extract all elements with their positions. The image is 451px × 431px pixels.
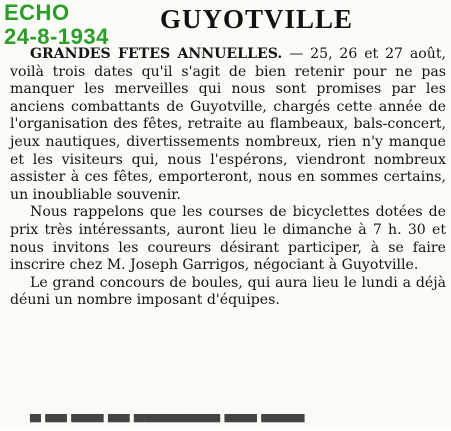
cut-off-glyphs: ▀ ▀▀ ▀▀▀ ▀▀ ▀▀▀▀▀▀▀▀ ▀▀▀ ▀▀▀▀: [30, 415, 305, 431]
paragraph-1-text: — 25, 26 et 27 août, voilà trois dates qu'il s'agit de bien retenir pour ne pas manquer les merveilles qui nous sont promises par les anciens combattants de Guyotville, chargés cette année de l'organisation des fêtes, retraite au flambeaux, bals-concert, jeux nautiques, divertissements nombreux, rien n'y manque et les visiteurs qui, nous l'espérons, viendront nombreux assister à ces fêtes, emporteront, nous en sommes certains, un inoubliable souvenir.: [10, 46, 446, 203]
article-body: [10, 46, 446, 310]
paragraph-3: Le grand concours de boules, qui aura lieu le lundi a déjà déuni un nombre imposant d'équipes.: [10, 274, 446, 309]
paragraph-2: Nous rappelons que les courses de bicyclettes dotées de prix très intéressants, auront lieu le dimanche à 7 h. 30 et nous invitons les coureurs désirant participer, à se faire inscrire chez M. Joseph Garrigos, négociant à Guyotville.: [10, 204, 446, 274]
source-label: ECHO: [4, 0, 70, 25]
cut-off-next-line: [0, 415, 451, 431]
paragraph-1: [10, 46, 446, 204]
date-label: 24-8-1934: [4, 24, 109, 49]
lead-in-heading: GRANDES FETES ANNUELLES.: [30, 46, 283, 62]
article-headline: GUYOTVILLE: [160, 4, 354, 34]
